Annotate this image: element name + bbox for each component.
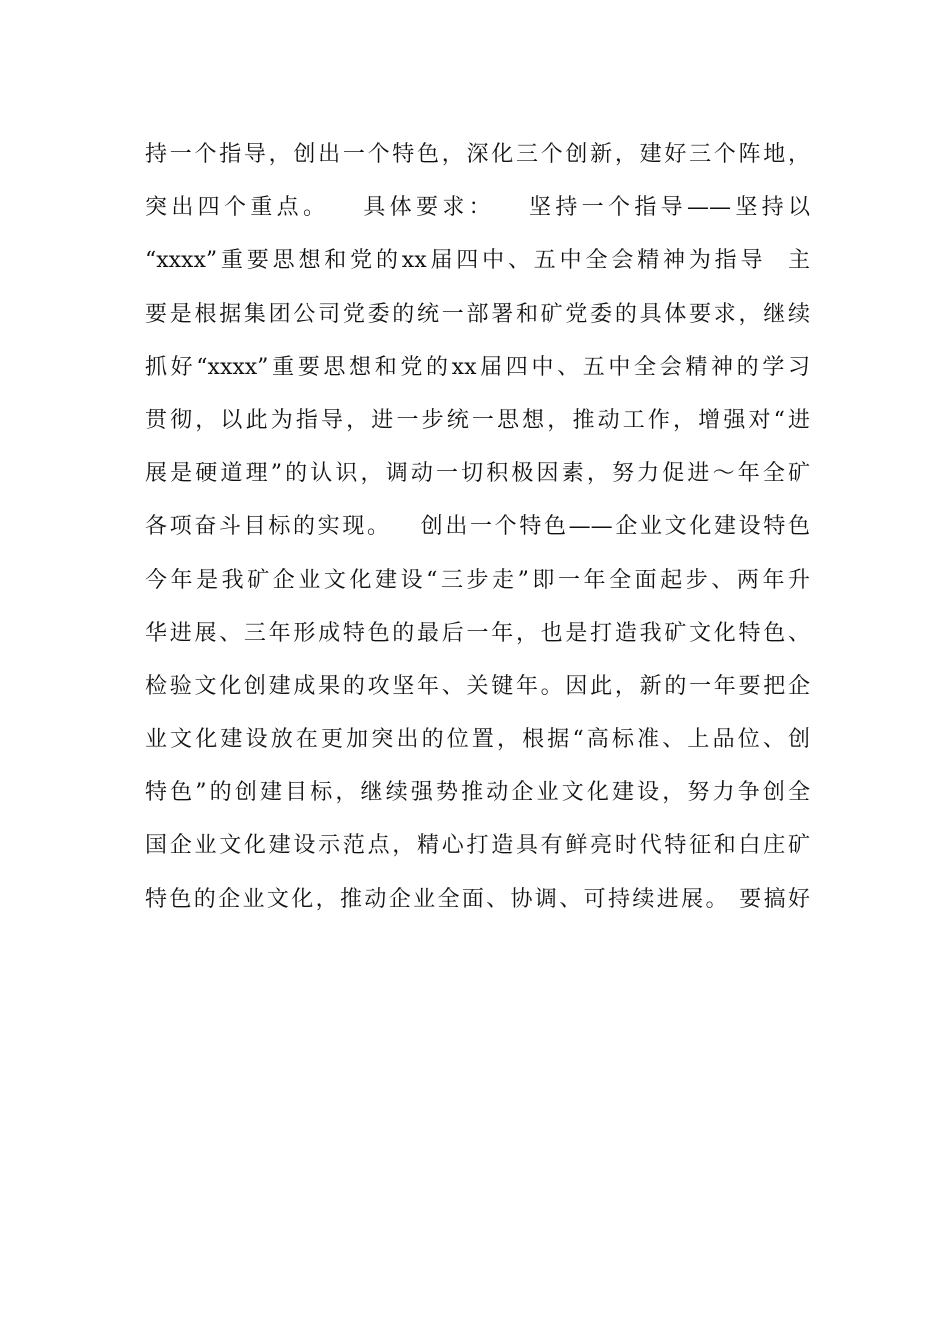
body-text	[145, 128, 810, 926]
text-line: 检验文化创建成果的攻坚年、关键年。因此，新的一年要把企	[145, 673, 810, 699]
text-line: “xxxx”重要思想和党的xx届四中、五中全会精神为指导 主	[145, 248, 810, 274]
text-line: 突出四个重点。 具体要求： 坚持一个指导——坚持以	[145, 195, 810, 221]
text-line: 抓好“xxxx”重要思想和党的xx届四中、五中全会精神的学习	[145, 354, 810, 380]
text-line: 持一个指导，创出一个特色，深化三个创新，建好三个阵地，	[145, 142, 810, 167]
text-line: 展是硬道理”的认识，调动一切积极因素，努力促进～年全矿	[145, 461, 810, 487]
text-line: 国企业文化建设示范点，精心打造具有鲜亮时代特征和白庄矿	[145, 833, 810, 859]
text-line: 华进展、三年形成特色的最后一年，也是打造我矿文化特色、	[145, 620, 810, 646]
text-line: 要是根据集团公司党委的统一部署和矿党委的具体要求，继续	[145, 301, 810, 327]
text-line: 特色”的创建目标，继续强势推动企业文化建设，努力争创全	[145, 780, 810, 806]
text-line: 业文化建设放在更加突出的位置，根据“高标准、上品位、创	[145, 727, 810, 753]
text-line: 今年是我矿企业文化建设“三步走”即一年全面起步、两年升	[145, 567, 810, 593]
text-line: 贯彻，以此为指导，进一步统一思想，推动工作，增强对“进	[145, 407, 810, 433]
text-line: 特色的企业文化，推动企业全面、协调、可持续进展。 要搞好	[145, 886, 810, 912]
text-line: 各项奋斗目标的实现。 创出一个特色——企业文化建设特色	[145, 514, 810, 540]
